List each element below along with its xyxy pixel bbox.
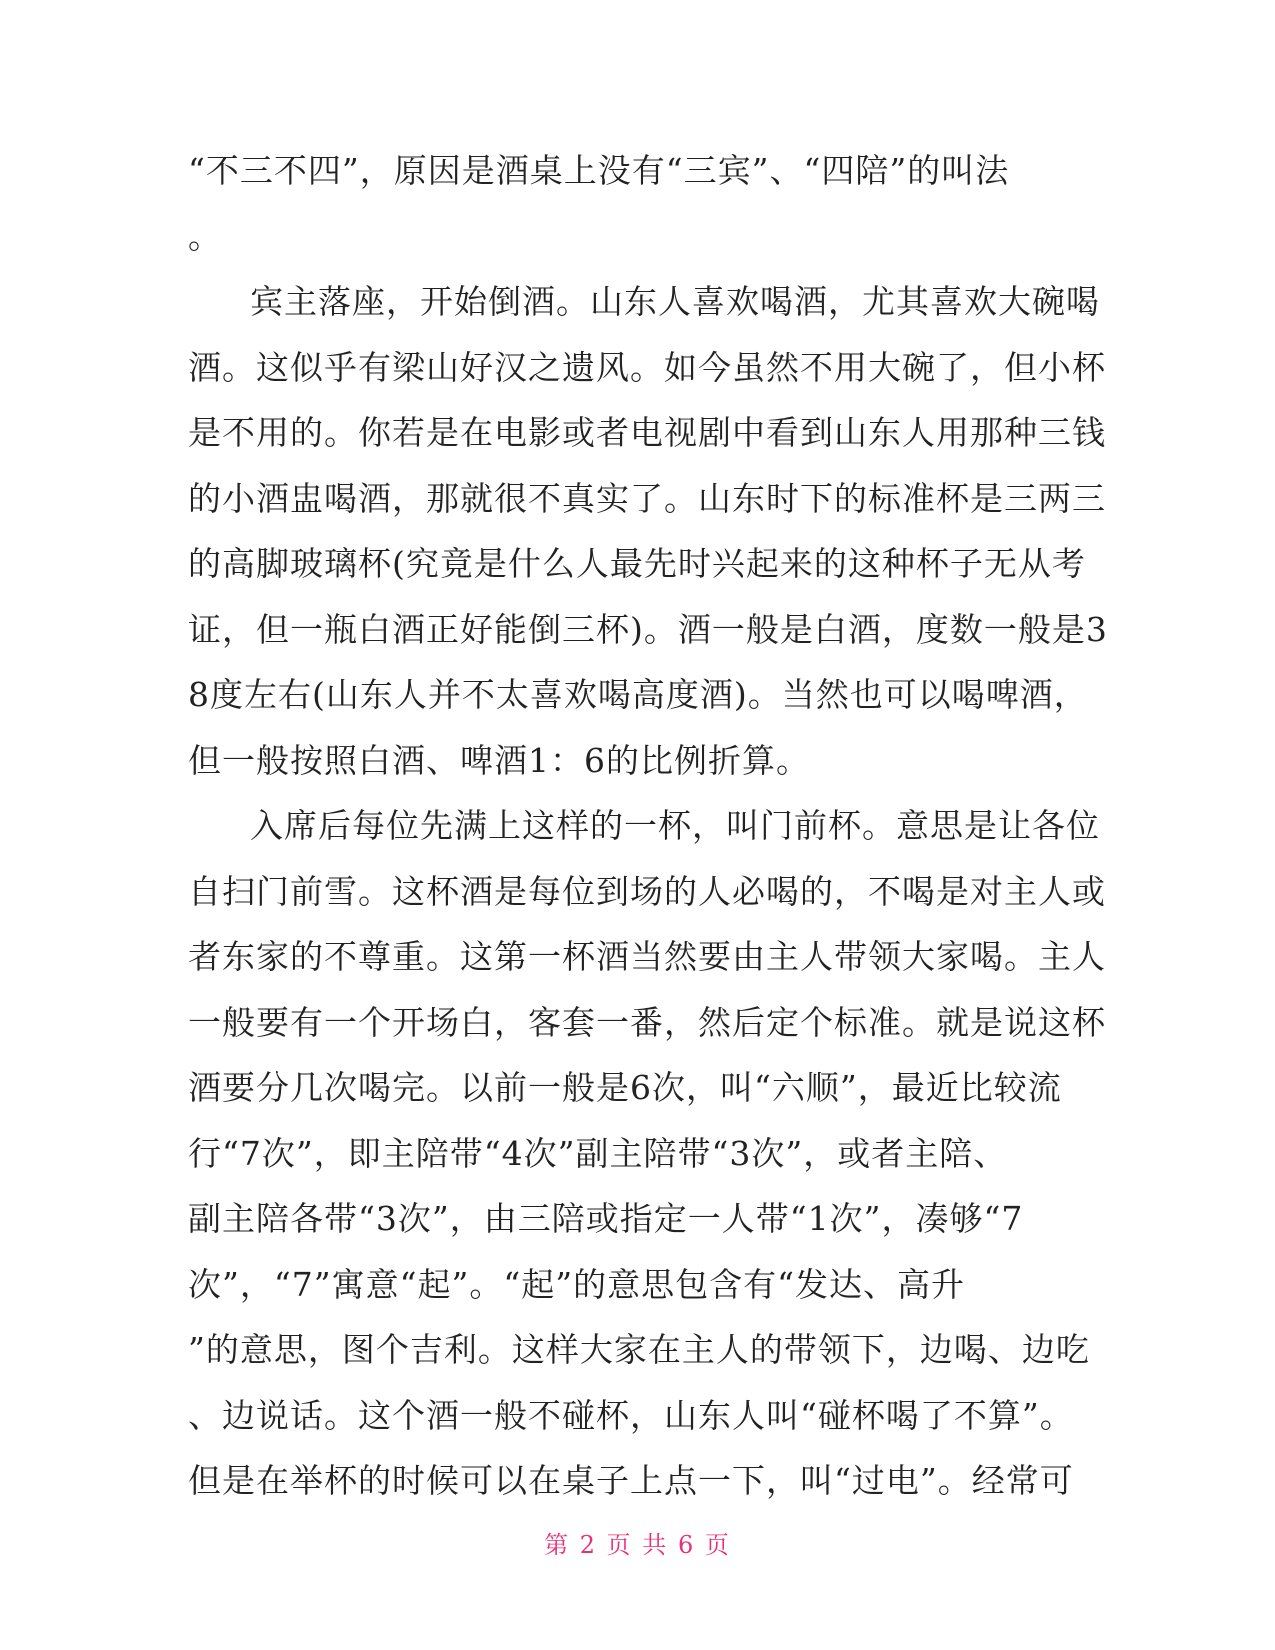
text-line: 但是在举杯的时候可以在桌子上点一下，叫“过电”。经常可	[188, 1461, 1074, 1500]
text-line: 但一般按照白酒、啤酒1：6的比例折算。	[188, 740, 810, 780]
text-line: 行“7次”，即主陪带“4次”副主陪带“3次”，或者主陪、	[188, 1133, 1008, 1173]
text-line: 一般要有一个开场白，客套一番，然后定个标准。就是说这杯	[188, 1002, 1106, 1042]
text-line: 酒要分几次喝完。以前一般是6次，叫“六顺”，最近比较流	[188, 1068, 1062, 1107]
text-line: 的小酒盅喝酒，那就很不真实了。山东时下的标准杯是三两三	[188, 478, 1106, 518]
paragraph-start-line: 宾主落座，开始倒酒。山东人喜欢喝酒，尤其喜欢大碗喝	[250, 282, 1100, 321]
text-line: 酒。这似乎有梁山好汉之遗风。如今虽然不用大碗了，但小杯	[188, 347, 1106, 387]
text-line: 副主陪各带“3次”，由三陪或指定一人带“1次”，凑够“7	[188, 1199, 1024, 1238]
text-line: 、边说话。这个酒一般不碰杯，山东人叫“碰杯喝了不算”。	[188, 1395, 1074, 1435]
text-line: 8度左右(山东人并不太喜欢喝高度酒)。当然也可以喝啤酒，	[188, 675, 1088, 714]
text-line: 者东家的不尊重。这第一杯酒当然要由主人带领大家喝。主人	[188, 937, 1106, 976]
text-line: 是不用的。你若是在电影或者电视剧中看到山东人用那种三钱	[188, 413, 1106, 452]
paragraph-start-line: 入席后每位先满上这样的一杯，叫门前杯。意思是让各位	[250, 806, 1100, 845]
text-line: “不三不四”，原因是酒桌上没有“三宾”、“四陪”的叫法	[188, 151, 1010, 190]
text-line: 次”，“7”寓意“起”。“起”的意思包含有“发达、高升	[188, 1264, 965, 1304]
text-line: ”的意思，图个吉利。这样大家在主人的带领下，边喝、边吃	[188, 1330, 1090, 1369]
text-line: 。	[188, 216, 222, 256]
text-line: 自扫门前雪。这杯酒是每位到场的人必喝的，不喝是对主人或	[188, 871, 1106, 911]
page-number-footer: 第 2 页 共 6 页	[544, 1531, 731, 1559]
body-text	[188, 138, 1108, 1514]
text-line: 证，但一瓶白酒正好能倒三杯)。酒一般是白酒，度数一般是3	[188, 609, 1108, 649]
text-line: 的高脚玻璃杯(究竟是什么人最先时兴起来的这种杯子无从考	[188, 544, 1086, 583]
